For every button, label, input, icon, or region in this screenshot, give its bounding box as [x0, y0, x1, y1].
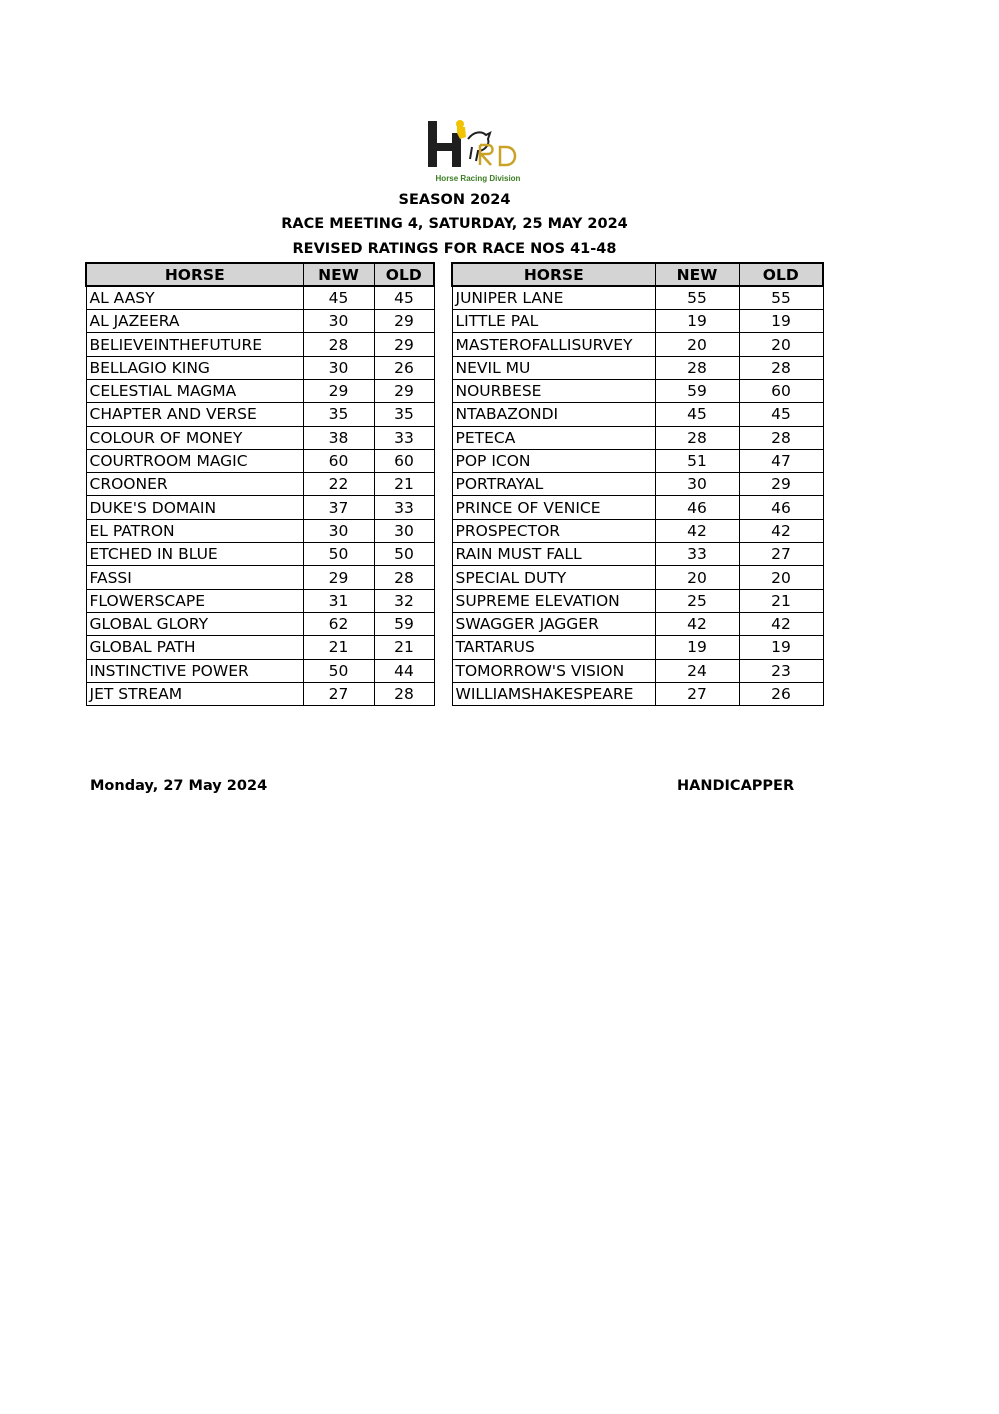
issue-date: Monday, 27 May 2024 — [90, 778, 268, 794]
horse-name-cell: TOMORROW'S VISION — [452, 659, 655, 682]
table-row — [452, 333, 823, 356]
table-row — [452, 519, 823, 542]
table-row — [86, 310, 434, 333]
table-row — [452, 682, 823, 705]
horse-name-cell: WILLIAMSHAKESPEARE — [452, 682, 655, 705]
new-rating-cell: 24 — [655, 659, 739, 682]
old-rating-cell: 28 — [739, 356, 823, 379]
horse-name-cell: LITTLE PAL — [452, 310, 655, 333]
new-rating-cell: 29 — [303, 566, 374, 589]
old-rating-cell: 46 — [739, 496, 823, 519]
horse-name-cell: DUKE'S DOMAIN — [86, 496, 303, 519]
horse-name-cell: SUPREME ELEVATION — [452, 589, 655, 612]
new-rating-cell: 28 — [655, 426, 739, 449]
horse-name-cell: FLOWERSCAPE — [86, 589, 303, 612]
old-rating-cell: 26 — [374, 356, 434, 379]
old-rating-cell: 23 — [739, 659, 823, 682]
old-rating-cell: 21 — [739, 589, 823, 612]
logo-horse-leg — [470, 147, 472, 159]
new-rating-cell: 30 — [303, 356, 374, 379]
new-rating-cell: 51 — [655, 449, 739, 472]
signatory: HANDICAPPER — [677, 778, 795, 794]
new-rating-cell: 59 — [655, 379, 739, 402]
table-row — [86, 682, 434, 705]
table-row — [86, 519, 434, 542]
horse-name-cell: COURTROOM MAGIC — [86, 449, 303, 472]
horse-name-cell: BELIEVEINTHEFUTURE — [86, 333, 303, 356]
horse-name-cell: AL AASY — [86, 286, 303, 309]
horse-name-cell: SPECIAL DUTY — [452, 566, 655, 589]
new-rating-cell: 31 — [303, 589, 374, 612]
new-rating-cell: 50 — [303, 659, 374, 682]
new-rating-cell: 28 — [303, 333, 374, 356]
old-rating-cell: 26 — [739, 682, 823, 705]
logo-caption: Horse Racing Division — [435, 174, 521, 183]
new-rating-cell: 30 — [303, 519, 374, 542]
horse-name-cell: COLOUR OF MONEY — [86, 426, 303, 449]
table-header-row — [86, 263, 434, 286]
table-row — [86, 543, 434, 566]
horse-name-cell: JUNIPER LANE — [452, 286, 655, 309]
race-meeting-heading: RACE MEETING 4, SATURDAY, 25 MAY 2024 — [281, 216, 628, 232]
new-rating-cell: 42 — [655, 612, 739, 635]
old-rating-cell: 33 — [374, 426, 434, 449]
new-rating-cell: 42 — [655, 519, 739, 542]
horse-name-cell: POP ICON — [452, 449, 655, 472]
horse-name-cell: ETCHED IN BLUE — [86, 543, 303, 566]
column-header-horse: HORSE — [452, 263, 655, 286]
new-rating-cell: 27 — [655, 682, 739, 705]
horse-name-cell: NTABAZONDI — [452, 403, 655, 426]
table-row — [452, 449, 823, 472]
table-row — [86, 473, 434, 496]
table-row — [452, 310, 823, 333]
old-rating-cell: 44 — [374, 659, 434, 682]
new-rating-cell: 25 — [655, 589, 739, 612]
old-rating-cell: 33 — [374, 496, 434, 519]
old-rating-cell: 60 — [739, 379, 823, 402]
old-rating-cell: 28 — [739, 426, 823, 449]
old-rating-cell: 50 — [374, 543, 434, 566]
table-row — [452, 379, 823, 402]
column-header-new: NEW — [655, 263, 739, 286]
new-rating-cell: 46 — [655, 496, 739, 519]
table-row — [86, 356, 434, 379]
horse-name-cell: EL PATRON — [86, 519, 303, 542]
table-row — [86, 333, 434, 356]
horse-name-cell: TARTARUS — [452, 636, 655, 659]
old-rating-cell: 45 — [374, 286, 434, 309]
new-rating-cell: 21 — [303, 636, 374, 659]
table-row — [452, 356, 823, 379]
table-row — [86, 286, 434, 309]
new-rating-cell: 62 — [303, 612, 374, 635]
new-rating-cell: 22 — [303, 473, 374, 496]
new-rating-cell: 45 — [303, 286, 374, 309]
ratings-table-right — [451, 262, 824, 706]
new-rating-cell: 35 — [303, 403, 374, 426]
season-heading: SEASON 2024 — [398, 192, 511, 208]
table-row — [452, 496, 823, 519]
table-header-row — [452, 263, 823, 286]
column-header-old: OLD — [739, 263, 823, 286]
new-rating-cell: 29 — [303, 379, 374, 402]
new-rating-cell: 45 — [655, 403, 739, 426]
new-rating-cell: 28 — [655, 356, 739, 379]
old-rating-cell: 47 — [739, 449, 823, 472]
horse-name-cell: CHAPTER AND VERSE — [86, 403, 303, 426]
horse-name-cell: PRINCE OF VENICE — [452, 496, 655, 519]
table-row — [452, 473, 823, 496]
table-row — [86, 636, 434, 659]
new-rating-cell: 20 — [655, 566, 739, 589]
table-row — [452, 659, 823, 682]
old-rating-cell: 59 — [374, 612, 434, 635]
old-rating-cell: 21 — [374, 636, 434, 659]
new-rating-cell: 50 — [303, 543, 374, 566]
new-rating-cell: 20 — [655, 333, 739, 356]
table-row — [452, 403, 823, 426]
old-rating-cell: 20 — [739, 566, 823, 589]
new-rating-cell: 19 — [655, 310, 739, 333]
table-row — [86, 589, 434, 612]
new-rating-cell: 30 — [303, 310, 374, 333]
horse-name-cell: NOURBESE — [452, 379, 655, 402]
old-rating-cell: 29 — [739, 473, 823, 496]
old-rating-cell: 35 — [374, 403, 434, 426]
column-header-horse: HORSE — [86, 263, 303, 286]
old-rating-cell: 28 — [374, 682, 434, 705]
horse-name-cell: NEVIL MU — [452, 356, 655, 379]
table-row — [452, 543, 823, 566]
column-header-old: OLD — [374, 263, 434, 286]
horse-name-cell: GLOBAL GLORY — [86, 612, 303, 635]
table-row — [452, 636, 823, 659]
horse-name-cell: BELLAGIO KING — [86, 356, 303, 379]
old-rating-cell: 21 — [374, 473, 434, 496]
table-row — [86, 379, 434, 402]
table-row — [452, 612, 823, 635]
ratings-subtitle: REVISED RATINGS FOR RACE NOS 41-48 — [292, 241, 617, 257]
table-row — [452, 426, 823, 449]
table-row — [86, 426, 434, 449]
new-rating-cell: 19 — [655, 636, 739, 659]
old-rating-cell: 42 — [739, 519, 823, 542]
ratings-table-right-body — [452, 286, 823, 705]
horse-name-cell: CELESTIAL MAGMA — [86, 379, 303, 402]
horse-name-cell: JET STREAM — [86, 682, 303, 705]
new-rating-cell: 38 — [303, 426, 374, 449]
horse-name-cell: CROONER — [86, 473, 303, 496]
horse-name-cell: PETECA — [452, 426, 655, 449]
horse-name-cell: FASSI — [86, 566, 303, 589]
old-rating-cell: 19 — [739, 310, 823, 333]
ratings-table-left-body — [86, 286, 434, 705]
new-rating-cell: 33 — [655, 543, 739, 566]
old-rating-cell: 20 — [739, 333, 823, 356]
old-rating-cell: 29 — [374, 333, 434, 356]
table-row — [452, 286, 823, 309]
old-rating-cell: 60 — [374, 449, 434, 472]
new-rating-cell: 30 — [655, 473, 739, 496]
old-rating-cell: 42 — [739, 612, 823, 635]
horse-name-cell: GLOBAL PATH — [86, 636, 303, 659]
horse-name-cell: MASTEROFALLISURVEY — [452, 333, 655, 356]
horse-name-cell: AL JAZEERA — [86, 310, 303, 333]
horse-name-cell: INSTINCTIVE POWER — [86, 659, 303, 682]
ratings-table-left — [85, 262, 435, 706]
table-row — [86, 449, 434, 472]
logo-jockey-helmet — [456, 120, 464, 128]
column-header-new: NEW — [303, 263, 374, 286]
new-rating-cell: 55 — [655, 286, 739, 309]
new-rating-cell: 37 — [303, 496, 374, 519]
horse-name-cell: PROSPECTOR — [452, 519, 655, 542]
old-rating-cell: 55 — [739, 286, 823, 309]
table-row — [452, 566, 823, 589]
horse-name-cell: SWAGGER JAGGER — [452, 612, 655, 635]
old-rating-cell: 45 — [739, 403, 823, 426]
old-rating-cell: 29 — [374, 379, 434, 402]
old-rating-cell: 29 — [374, 310, 434, 333]
table-row — [86, 659, 434, 682]
old-rating-cell: 32 — [374, 589, 434, 612]
table-row — [86, 496, 434, 519]
table-row — [86, 403, 434, 426]
horse-name-cell: RAIN MUST FALL — [452, 543, 655, 566]
new-rating-cell: 27 — [303, 682, 374, 705]
table-row — [86, 612, 434, 635]
logo-d-letter — [500, 147, 515, 165]
old-rating-cell: 27 — [739, 543, 823, 566]
old-rating-cell: 28 — [374, 566, 434, 589]
table-row — [86, 566, 434, 589]
horse-name-cell: PORTRAYAL — [452, 473, 655, 496]
new-rating-cell: 60 — [303, 449, 374, 472]
old-rating-cell: 30 — [374, 519, 434, 542]
old-rating-cell: 19 — [739, 636, 823, 659]
table-row — [452, 589, 823, 612]
